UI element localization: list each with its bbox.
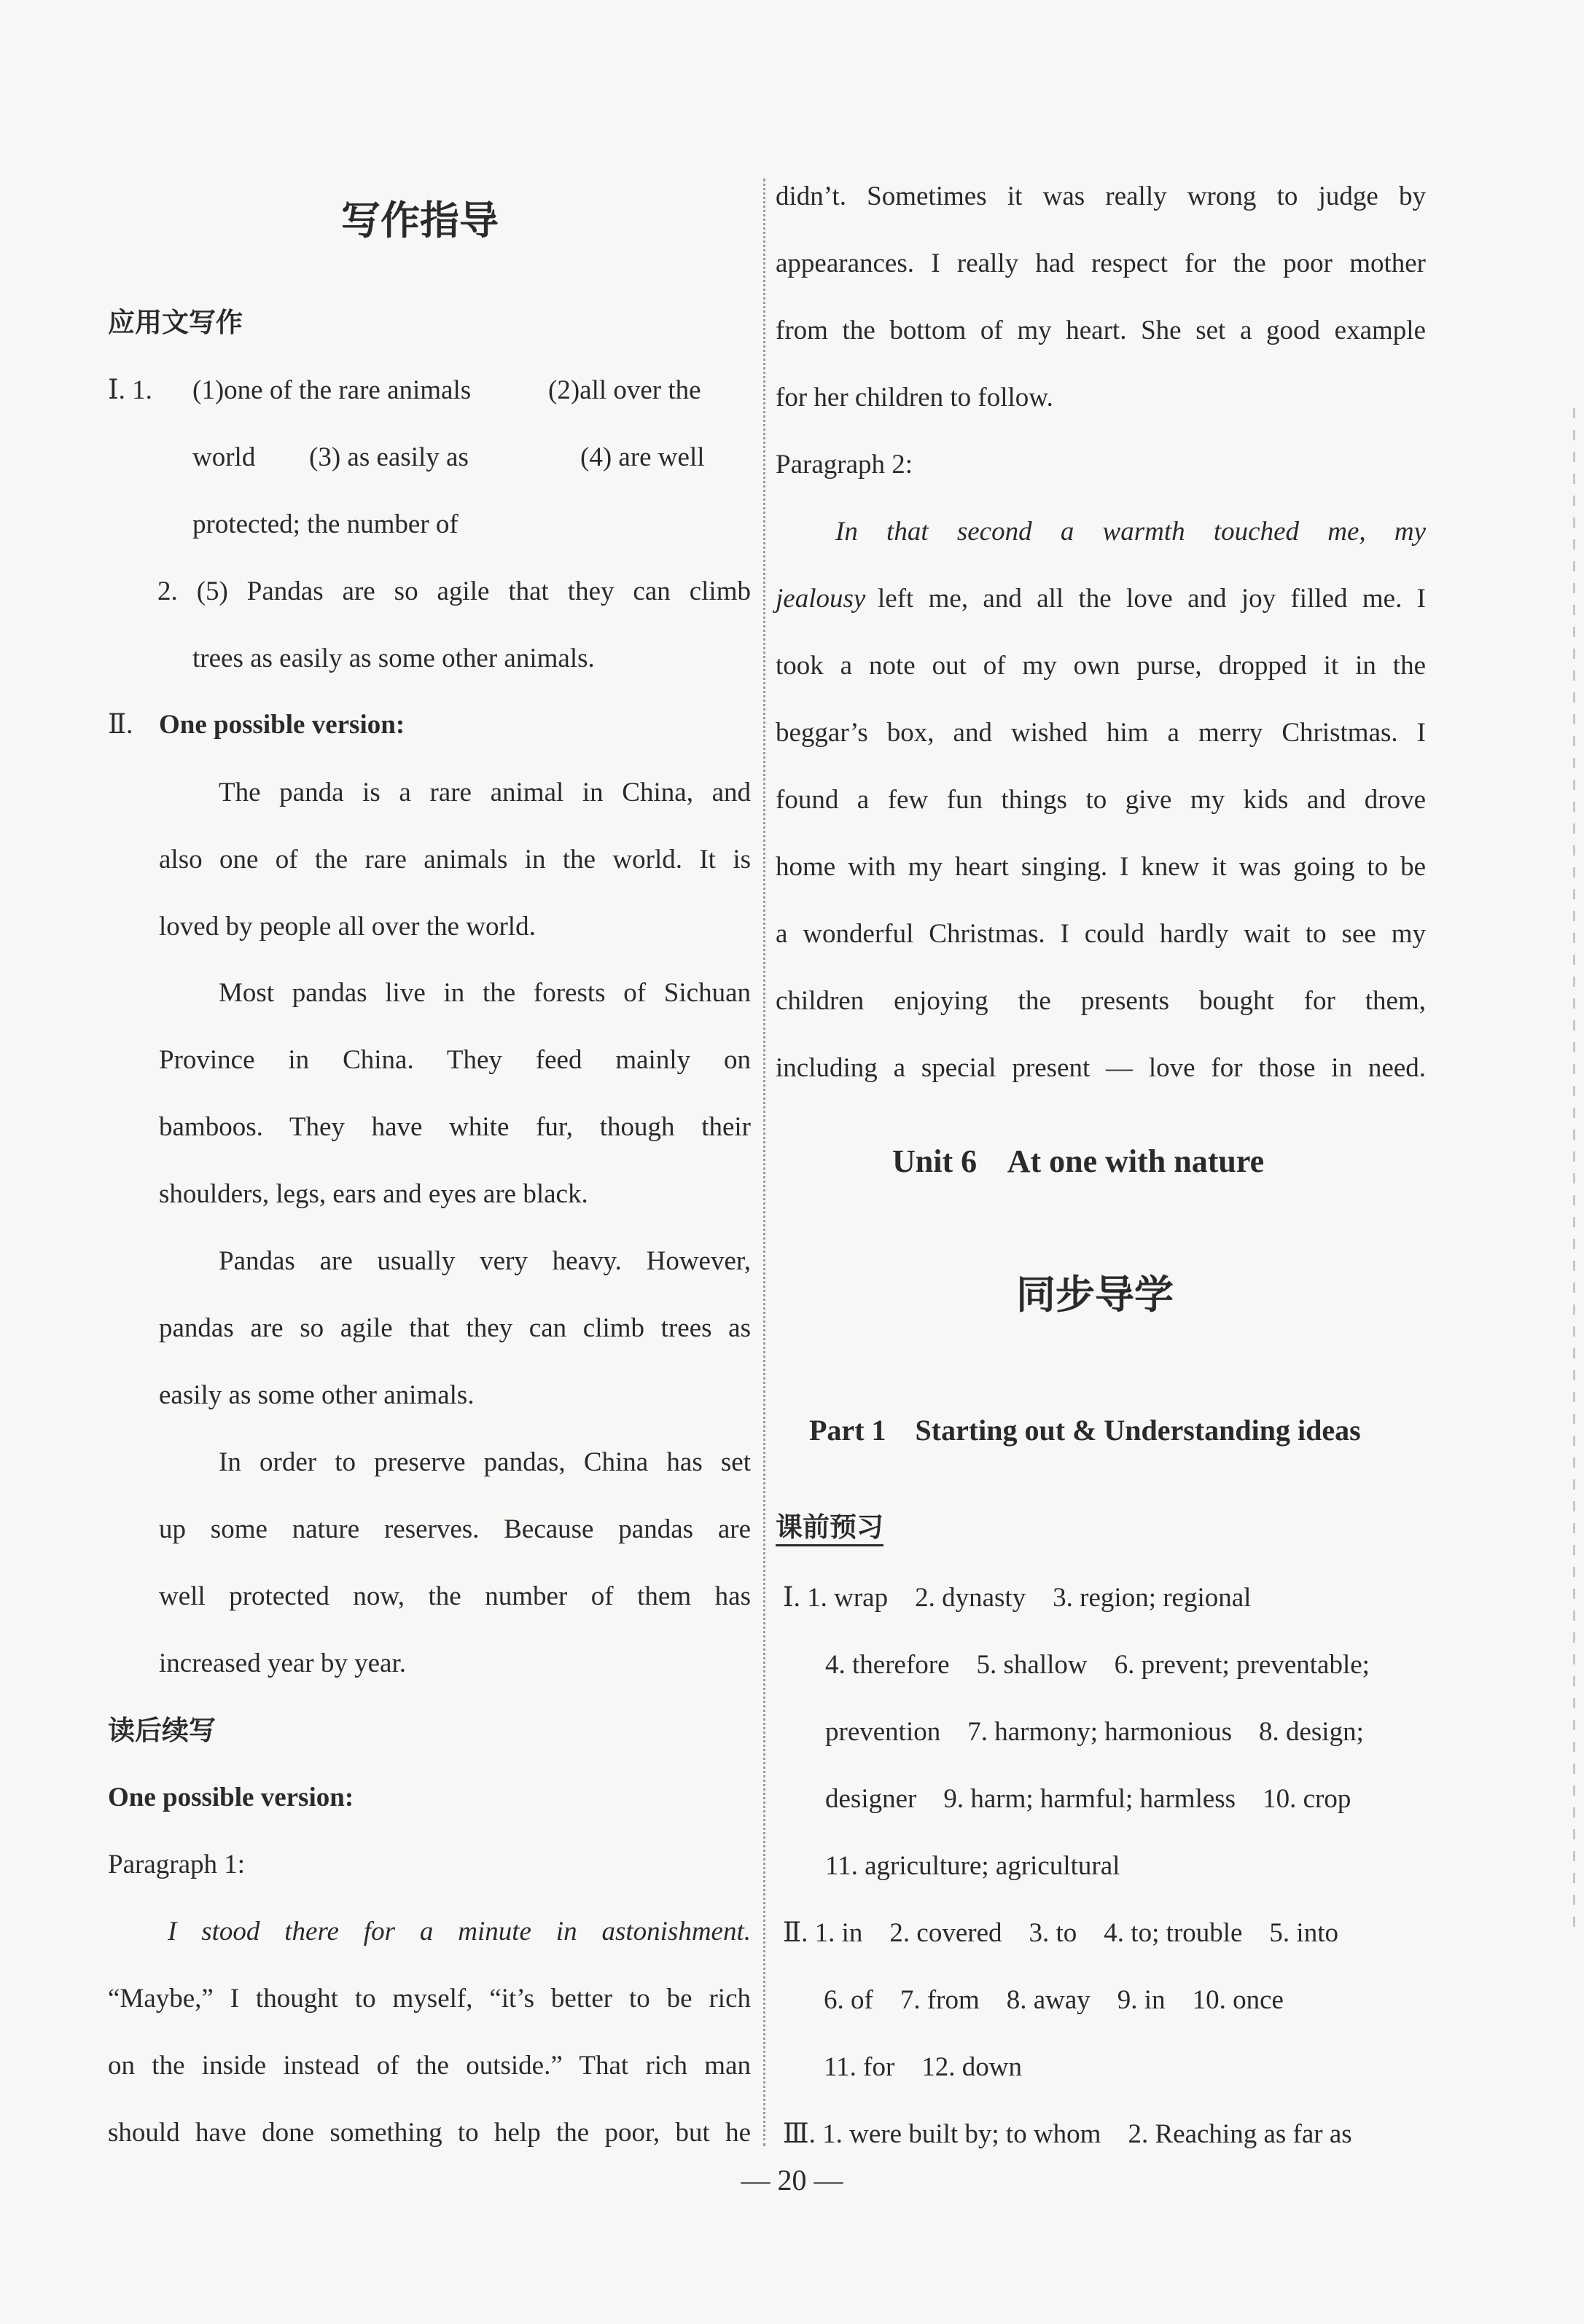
answer-section-3-line: Ⅲ. 1. were built by; to whom 2. Reaching as far as	[783, 2119, 1352, 2149]
essay-line: pandas are so agile that they can climb trees as	[159, 1313, 751, 1343]
essay-line: increased year by year.	[159, 1648, 406, 1678]
paragraph-2-line: left me, and all the love and joy filled me. I	[878, 584, 1426, 614]
paragraph-2-italic-word: jealousy	[776, 584, 866, 614]
answer-section-2-line: Ⅱ. 1. in 2. covered 3. to 4. to; trouble 5. into	[783, 1918, 1338, 1948]
part-title: Part 1 Starting out & Understanding ideas	[809, 1414, 1361, 1447]
page-title: 写作指导	[341, 197, 499, 243]
preview-heading-text: 课前预习	[776, 1511, 883, 1546]
essay-line: Province in China. They feed mainly on	[159, 1045, 751, 1075]
answer-section-2-line: 11. for 12. down	[824, 2052, 1022, 2082]
essay-line: Pandas are usually very heavy. However,	[219, 1246, 751, 1276]
column-divider	[763, 179, 765, 2146]
unit-title: Unit 6 At one with nature	[892, 1143, 1265, 1179]
essay-line: up some nature reserves. Because pandas are	[159, 1514, 751, 1544]
paragraph-1-opening: I stood there for a minute in astonishment.	[168, 1917, 751, 1947]
q1-answer-1: (1)one of the rare animals	[192, 375, 472, 405]
paragraph-1-cont-line: from the bottom of my heart. She set a good example	[776, 316, 1426, 345]
paragraph-1-cont-line: didn’t. Sometimes it was really wrong to judge by	[776, 181, 1426, 211]
essay-line: bamboos. They have white fur, though their	[159, 1112, 751, 1142]
q2-line2: trees as easily as some other animals.	[192, 643, 595, 673]
paragraph-2-line: beggar’s box, and wished him a merry Christmas. I	[776, 718, 1426, 748]
section-heading-practical-writing: 应用文写作	[108, 307, 243, 338]
paragraph-2-line: including a special present — love for those in need.	[776, 1053, 1426, 1083]
paragraph-2-line: home with my heart singing. I knew it was going to be	[776, 852, 1426, 882]
q1-line2-a: world	[192, 442, 256, 472]
q1-answer-2: (2)all over the	[548, 375, 701, 405]
q1-line3: protected; the number of	[192, 509, 459, 539]
q1-number: Ⅰ. 1.	[108, 375, 152, 405]
preview-heading	[776, 1511, 883, 1543]
version-number: Ⅱ.	[108, 710, 133, 740]
paragraph-2-line: took a note out of my own purse, dropped it in the	[776, 651, 1426, 681]
paragraph-1-cont-line: appearances. I really had respect for the poor mother	[776, 249, 1426, 278]
essay-line: The panda is a rare animal in China, and	[219, 778, 751, 807]
answer-section-1-line: Ⅰ. 1. wrap 2. dynasty 3. region; regional	[783, 1583, 1252, 1613]
essay-line: shoulders, legs, ears and eyes are black.	[159, 1179, 588, 1209]
paragraph-2-label: Paragraph 2:	[776, 450, 913, 480]
version-label: One possible version:	[159, 710, 405, 740]
paragraph-1-cont-line: for her children to follow.	[776, 383, 1053, 412]
essay-line: Most pandas live in the forests of Sichuan	[219, 978, 751, 1008]
essay-line: well protected now, the number of them has	[159, 1581, 751, 1611]
answer-section-1-line: 11. agriculture; agricultural	[825, 1851, 1120, 1881]
q1-answer-3: (3) as easily as	[309, 442, 469, 472]
paragraph-1-line: on the inside instead of the outside.” That rich man	[108, 2051, 751, 2081]
paragraph-1-line: should have done something to help the poor, but he	[108, 2118, 751, 2148]
sync-guide-title: 同步导学	[1016, 1272, 1174, 1318]
answer-section-1-line: prevention 7. harmony; harmonious 8. design;	[825, 1717, 1364, 1747]
page-edge-marks	[1573, 408, 1575, 1938]
essay-line: also one of the rare animals in the world. It is	[159, 845, 751, 875]
q1-answer-4: (4) are well	[580, 442, 705, 472]
paragraph-1-label: Paragraph 1:	[108, 1850, 246, 1879]
essay-line: loved by people all over the world.	[159, 912, 536, 942]
version-label-2: One possible version:	[108, 1783, 354, 1812]
essay-line: In order to preserve pandas, China has set	[219, 1447, 751, 1477]
paragraph-2-opening: In that second a warmth touched me, my	[835, 517, 1426, 547]
answer-section-1-line: 4. therefore 5. shallow 6. prevent; preventable;	[825, 1650, 1370, 1680]
essay-line: easily as some other animals.	[159, 1380, 475, 1410]
answer-section-2-line: 6. of 7. from 8. away 9. in 10. once	[824, 1985, 1284, 2015]
paragraph-2-line: found a few fun things to give my kids and drove	[776, 785, 1426, 815]
paragraph-2-line: children enjoying the presents bought for them,	[776, 986, 1426, 1016]
page-number: — 20 —	[741, 2164, 843, 2196]
paragraph-1-line: “Maybe,” I thought to myself, “it’s better to be rich	[108, 1984, 751, 2014]
answer-section-1-line: designer 9. harm; harmful; harmless 10. crop	[825, 1784, 1351, 1814]
paragraph-2-line: a wonderful Christmas. I could hardly wait to see my	[776, 919, 1426, 949]
q2-line1: 2. (5) Pandas are so agile that they can climb	[157, 576, 751, 606]
section-heading-continuation-writing: 读后续写	[108, 1715, 216, 1746]
